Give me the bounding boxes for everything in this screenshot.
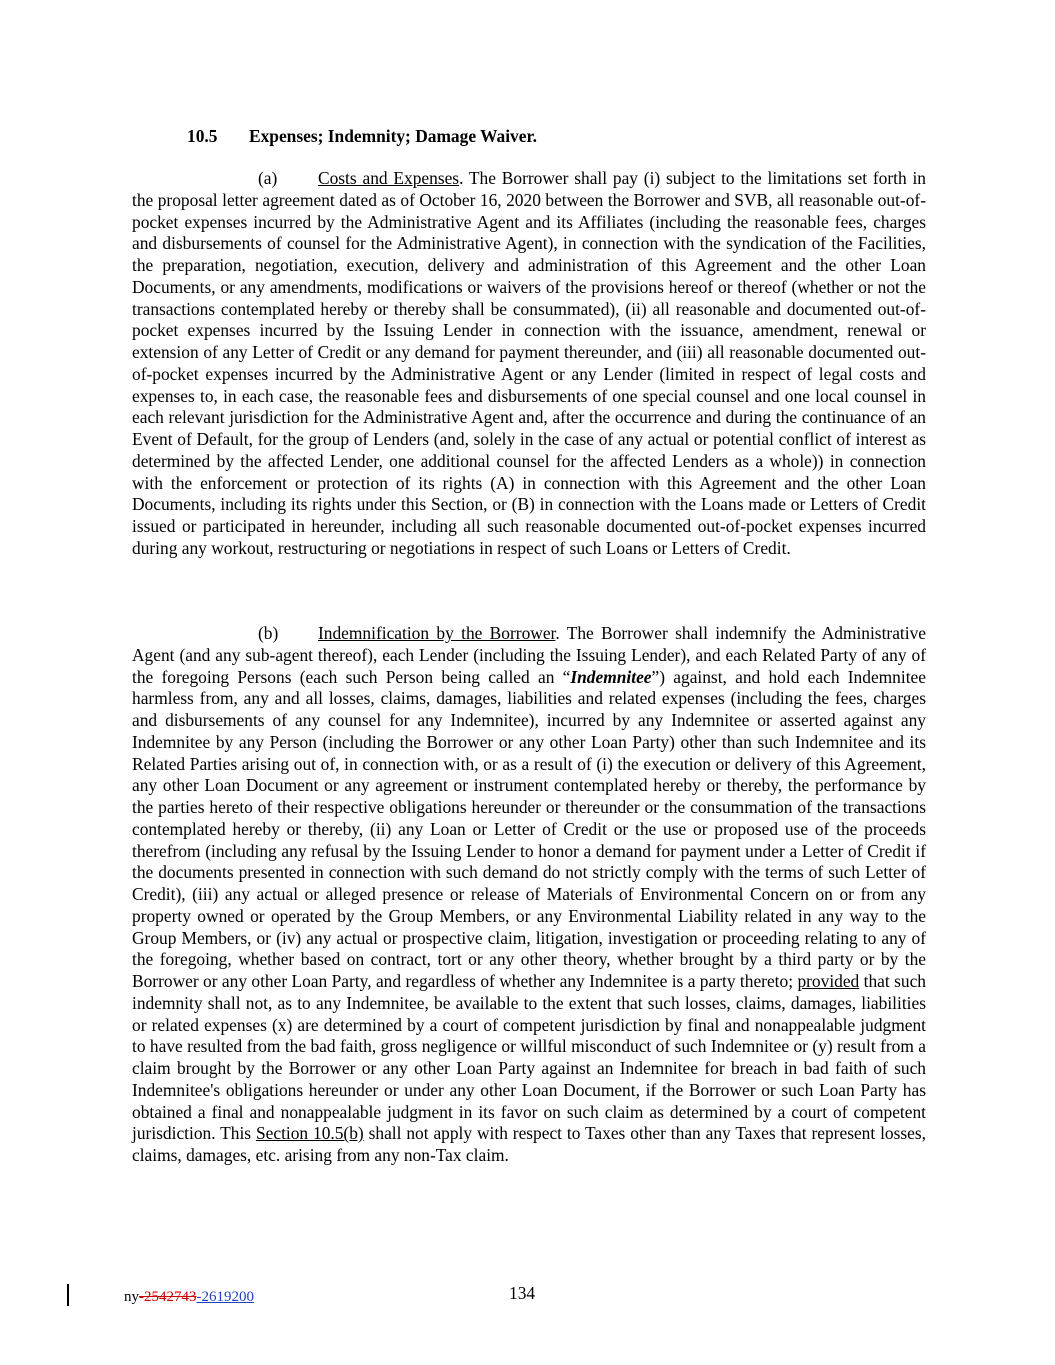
clause-body-1: . The Borrower shall indemnify the Administrative Agent (and any sub-agent thereof), each Lender (including the Issuing Lender), and each Related Party of any of the foregoing Persons (each such Person being called an “ [132, 623, 926, 687]
clause-body-4: shall not apply with respect to Taxes other than any Taxes that represent losses, claims, damages, etc. arising from any non-Tax claim. [132, 1123, 926, 1165]
doc-prefix: ny [124, 1289, 139, 1305]
defined-term: Indemnitee [570, 666, 652, 687]
section-reference: Section 10.5(b) [255, 1123, 364, 1144]
clause-body-2: ”) against, and hold each Indemnitee harmless from, any and all losses, claims, damages, liabilities and related expenses (including the fees, charges and disbursements of any counsel for any Indemnitee), incurred by any Indemnitee or asserted against any Indemnitee by any Person (including the Borrower or any other Loan Party) other than such Indemnitee and its Related Parties arising out of, in connection with, or as a result of (i) the execution or delivery of this Agreement, any other Loan Document or any agreement or instrument contemplated hereby or thereby, the performance by the parties hereto of their respective obligations hereunder or thereunder or the consummation of the transactions contemplated hereby or thereby, (ii) any Loan or Letter of Credit or the use or proposed use of the proceeds therefrom (including any refusal by the Issuing Lender to honor a demand for payment under a Letter of Credit if the documents presented in connection with such demand do not strictly comply with the terms of such Letter of Credit), (iii) any actual or alleged presence or release of Materials of Environmental Concern on or from any property owned or operated by the Group Members, or any Environmental Liability related in any way to the Group Members, or (iv) any actual or prospective claim, litigation, investigation or proceeding relating to any of the foregoing, whether based on contract, tort or any other theory, whether brought by a third party or by the Borrower or any other Loan Party, and regardless of whether any Indemnitee is a party thereto; [132, 666, 926, 991]
section-title: Expenses; Indemnity; Damage Waiver. [249, 126, 537, 146]
clause-label: (b) [258, 623, 279, 643]
clause-body: . The Borrower shall pay (i) subject to the limitations set forth in the proposal letter agreement dated as of October 16, 2020 between the Borrower and SVB, all reasonable out-of-pocket expenses incurred by the Administrative Agent and its Affiliates (including the reasonable fees, charges and disbursements of counsel for the Administrative Agent), in connection with the syndication of the Facilities, the preparation, negotiation, execution, delivery and administration of this Agreement and the other Loan Documents, or any amendments, modifications or waivers of the provisions hereof or thereof (whether or not the transactions contemplated hereby or thereby shall be consummated), (ii) all reasonable and documented out-of-pocket expenses incurred by the Issuing Lender in connection with the issuance, amendment, renewal or extension of any Letter of Credit or any demand for payment thereunder, and (iii) all reasonable documented out-of-pocket expenses incurred by the Administrative Agent or any Lender (limited in respect of legal costs and expenses to, in each case, the reasonable fees and disbursements of one special counsel and one local counsel in each relevant jurisdiction for the Administrative Agent and, after the occurrence and during the continuance of an Event of Default, for the group of Lenders (and, solely in the case of any actual or potential conflict of interest as determined by the affected Lender, one additional counsel for the affected Lenders as a whole)) in connection with the enforcement or protection of its rights (A) in connection with this Agreement and the other Loan Documents, including its rights under this Section, or (B) in connection with the Loans made or Letters of Credit issued or participated in hereunder, including all such reasonable documented out-of-pocket expenses incurred during any workout, restructuring or negotiations in respect of such Loans or Letters of Credit. [132, 168, 926, 558]
page-number: 134 [509, 1283, 536, 1303]
clause-body-3: that such indemnity shall not, as to any Indemnitee, be available to the extent that such losses, claims, damages, liabilities or related expenses (x) are determined by a court of competent jurisdiction by final and nonappealable judgment to have resulted from the bad faith, gross negligence or willful misconduct of such Indemnitee or (y) result from a claim brought by the Borrower or any other Loan Party against an Indemnitee for breach in bad faith of such Indemnitee's obligations hereunder or under any other Loan Document, if the Borrower or such Loan Party has obtained a final and nonappealable judgment in its favor on such claim as determined by a court of competent jurisdiction. This [132, 971, 926, 1144]
paragraph-costs-and-expenses [132, 168, 926, 560]
document-id [124, 1288, 254, 1306]
clause-caption: Indemnification by the Borrower [318, 623, 556, 643]
section-number: 10.5 [187, 126, 218, 146]
section-heading [187, 124, 537, 148]
proviso-term: provided [797, 971, 860, 991]
deleted-doc-number: -2542743 [139, 1289, 197, 1305]
change-bar [67, 1284, 69, 1306]
inserted-doc-number: -2619200 [196, 1289, 254, 1305]
paragraph-indemnification [132, 623, 926, 1167]
clause-label: (a) [258, 168, 278, 188]
clause-caption: Costs and Expenses [318, 168, 460, 188]
